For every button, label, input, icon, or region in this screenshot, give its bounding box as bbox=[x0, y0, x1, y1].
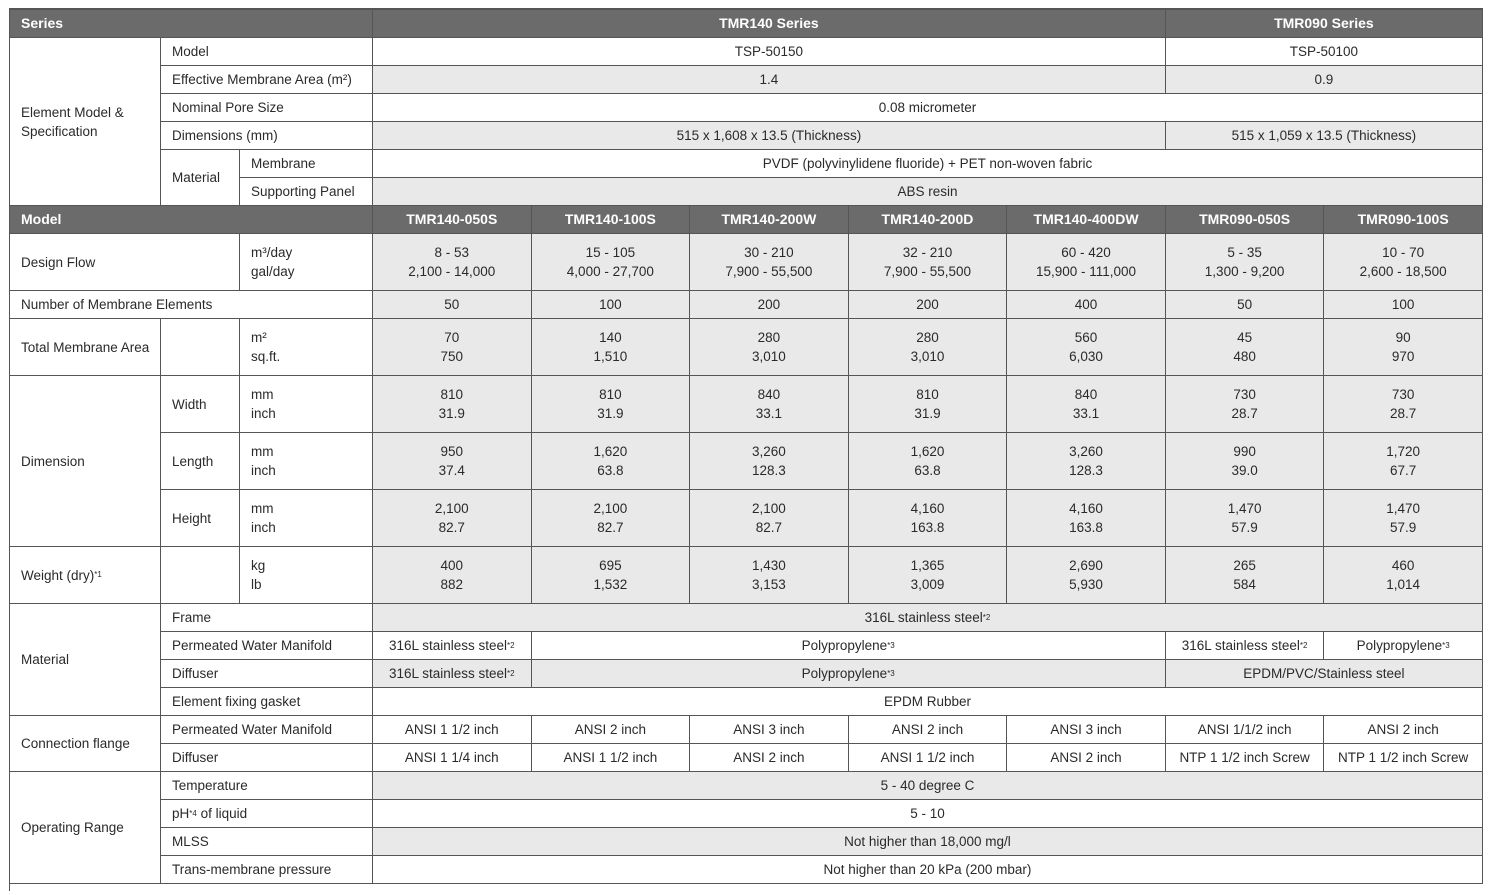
supporting-panel-value: ABS resin bbox=[373, 178, 1483, 206]
weight-blank bbox=[161, 547, 240, 604]
gasket-label: Element fixing gasket bbox=[161, 688, 373, 716]
material-manifold-c7: Polypropylene *3 bbox=[1324, 632, 1483, 660]
model-name-5: TMR090-050S bbox=[1166, 206, 1325, 234]
design-flow-cell-line2: 7,900 - 55,500 bbox=[883, 264, 971, 279]
temperature-label: Temperature bbox=[161, 772, 373, 800]
length-cell-line1: 3,260 bbox=[752, 444, 786, 459]
tmp-label: Trans-membrane pressure bbox=[161, 856, 373, 884]
height-cell-line1: 1,470 bbox=[1227, 501, 1262, 516]
connection-diffuser-cell: ANSI 2 inch bbox=[1007, 744, 1166, 772]
series-header-tmr140: TMR140 Series bbox=[373, 10, 1166, 38]
dimensions-label: Dimensions (mm) bbox=[161, 122, 373, 150]
model-header-label: Model bbox=[10, 206, 373, 234]
connection-diffuser-cell: ANSI 1 1/4 inch bbox=[373, 744, 532, 772]
weight-cell-line2: 3,153 bbox=[752, 577, 786, 592]
unit-inch: inch bbox=[251, 463, 276, 478]
model-name-6: TMR090-100S bbox=[1324, 206, 1483, 234]
length-cell bbox=[690, 433, 849, 490]
series-header-tmr090: TMR090 Series bbox=[1166, 10, 1483, 38]
unit-gal-day: gal/day bbox=[251, 264, 295, 279]
design-flow-cell bbox=[373, 234, 532, 291]
length-label: Length bbox=[161, 433, 240, 490]
height-cell-line2: 57.9 bbox=[1390, 520, 1417, 535]
num-elements-cell: 200 bbox=[849, 291, 1008, 319]
num-elements-cell: 200 bbox=[690, 291, 849, 319]
height-cell-line1: 4,160 bbox=[910, 501, 945, 516]
total-area-cell-line2: 1,510 bbox=[593, 349, 628, 364]
connection-diffuser-label: Diffuser bbox=[161, 744, 373, 772]
total-area-cell bbox=[1324, 319, 1483, 376]
design-flow-cell bbox=[1166, 234, 1325, 291]
supporting-panel-label: Supporting Panel bbox=[240, 178, 373, 206]
material-label: Material bbox=[10, 604, 161, 716]
connection-label: Connection flange bbox=[10, 716, 161, 772]
material-diffuser-mid: Polypropylene *3 bbox=[532, 660, 1166, 688]
width-cell-line2: 31.9 bbox=[597, 406, 624, 421]
total-area-cell-line2: 3,010 bbox=[752, 349, 786, 364]
design-flow-cell-line2: 2,600 - 18,500 bbox=[1359, 264, 1447, 279]
length-cell bbox=[1007, 433, 1166, 490]
gasket-value: EPDM Rubber bbox=[373, 688, 1483, 716]
total-area-cell bbox=[373, 319, 532, 376]
connection-diffuser-cell: ANSI 1 1/2 inch bbox=[532, 744, 691, 772]
total-area-blank bbox=[161, 319, 240, 376]
height-cell bbox=[1324, 490, 1483, 547]
connection-diffuser-cell: ANSI 1 1/2 inch bbox=[849, 744, 1008, 772]
length-units bbox=[240, 433, 373, 490]
element-spec-label: Element Model & Specification bbox=[10, 38, 161, 206]
weight-cell-line1: 460 bbox=[1391, 558, 1415, 573]
design-flow-cell-line1: 30 - 210 bbox=[744, 245, 794, 260]
connection-manifold-cell: ANSI 3 inch bbox=[1007, 716, 1166, 744]
total-area-cell-line2: 6,030 bbox=[1069, 349, 1103, 364]
total-area-cell bbox=[690, 319, 849, 376]
height-cell-line2: 82.7 bbox=[597, 520, 624, 535]
height-cell-line1: 4,160 bbox=[1069, 501, 1103, 516]
unit-kg: kg bbox=[251, 558, 266, 573]
material-diffuser-mid-text: Polypropylene bbox=[801, 666, 888, 681]
width-cell-line1: 840 bbox=[757, 387, 781, 402]
material-diffuser-label: Diffuser bbox=[161, 660, 373, 688]
weight-cell-line1: 695 bbox=[599, 558, 622, 573]
ph-label: pH *4 of liquid bbox=[161, 800, 373, 828]
total-area-cell-line1: 140 bbox=[599, 330, 622, 345]
weight-cell-line2: 5,930 bbox=[1069, 577, 1103, 592]
frame-label: Frame bbox=[161, 604, 373, 632]
width-cell bbox=[1007, 376, 1166, 433]
material-manifold-c7-text: Polypropylene bbox=[1356, 638, 1443, 653]
dimension-label: Dimension bbox=[10, 376, 161, 547]
height-cell bbox=[1166, 490, 1325, 547]
connection-manifold-cell: ANSI 1 1/2 inch bbox=[373, 716, 532, 744]
length-cell bbox=[373, 433, 532, 490]
design-flow-cell-line1: 15 - 105 bbox=[585, 245, 636, 260]
ph-label-pre: pH bbox=[172, 806, 190, 821]
weight-cell bbox=[849, 547, 1008, 604]
material-diffuser-tmr090: EPDM/PVC/Stainless steel bbox=[1166, 660, 1483, 688]
effective-area-tmr140: 1.4 bbox=[373, 66, 1166, 94]
design-flow-units bbox=[240, 234, 373, 291]
model-name-3: TMR140-200D bbox=[849, 206, 1008, 234]
element-model-label: Model bbox=[161, 38, 373, 66]
connection-manifold-cell: ANSI 2 inch bbox=[1324, 716, 1483, 744]
design-flow-cell-line2: 1,300 - 9,200 bbox=[1204, 264, 1285, 279]
height-cell bbox=[1007, 490, 1166, 547]
height-cell-line1: 2,100 bbox=[434, 501, 469, 516]
operating-label: Operating Range bbox=[10, 772, 161, 884]
height-cell-line2: 57.9 bbox=[1231, 520, 1258, 535]
dimensions-tmr140: 515 x 1,608 x 13.5 (Thickness) bbox=[373, 122, 1166, 150]
design-flow-label: Design Flow bbox=[10, 234, 240, 291]
unit-inch: inch bbox=[251, 406, 276, 421]
total-area-cell-line1: 560 bbox=[1074, 330, 1098, 345]
pore-size-label: Nominal Pore Size bbox=[161, 94, 373, 122]
dimensions-tmr090: 515 x 1,059 x 13.5 (Thickness) bbox=[1166, 122, 1483, 150]
model-name-2: TMR140-200W bbox=[690, 206, 849, 234]
model-name-4: TMR140-400DW bbox=[1007, 206, 1166, 234]
length-cell bbox=[1166, 433, 1325, 490]
unit-lb: lb bbox=[251, 577, 262, 592]
spec-material-label: Material bbox=[161, 150, 240, 206]
tmp-value: Not higher than 20 kPa (200 mbar) bbox=[373, 856, 1483, 884]
unit-m2: m² bbox=[251, 330, 267, 345]
width-cell-line1: 730 bbox=[1391, 387, 1415, 402]
element-model-tmr090: TSP-50100 bbox=[1166, 38, 1483, 66]
height-units bbox=[240, 490, 373, 547]
height-cell-line2: 82.7 bbox=[438, 520, 465, 535]
length-cell-line1: 1,620 bbox=[910, 444, 945, 459]
weight-cell bbox=[1166, 547, 1325, 604]
connection-manifold-cell: ANSI 2 inch bbox=[849, 716, 1008, 744]
membrane-label: Membrane bbox=[240, 150, 373, 178]
total-area-cell bbox=[1166, 319, 1325, 376]
weight-cell bbox=[532, 547, 691, 604]
element-model-tmr140: TSP-50150 bbox=[373, 38, 1166, 66]
weight-cell-line1: 2,690 bbox=[1069, 558, 1103, 573]
unit-mm: mm bbox=[251, 387, 274, 402]
height-cell-line1: 1,470 bbox=[1386, 501, 1421, 516]
weight-units bbox=[240, 547, 373, 604]
total-area-cell-line1: 90 bbox=[1395, 330, 1411, 345]
pore-size-value: 0.08 micrometer bbox=[373, 94, 1483, 122]
design-flow-cell bbox=[849, 234, 1008, 291]
height-cell bbox=[532, 490, 691, 547]
length-cell bbox=[532, 433, 691, 490]
membrane-value: PVDF (polyvinylidene fluoride) + PET non-woven fabric bbox=[373, 150, 1483, 178]
model-name-0: TMR140-050S bbox=[373, 206, 532, 234]
connection-manifold-cell: ANSI 1/1/2 inch bbox=[1166, 716, 1325, 744]
design-flow-cell-line1: 5 - 35 bbox=[1227, 245, 1262, 260]
design-flow-cell-line1: 10 - 70 bbox=[1382, 245, 1425, 260]
weight-cell bbox=[373, 547, 532, 604]
length-cell-line2: 128.3 bbox=[1069, 463, 1103, 478]
connection-manifold-cell: ANSI 3 inch bbox=[690, 716, 849, 744]
width-cell-line2: 31.9 bbox=[914, 406, 941, 421]
weight-cell bbox=[690, 547, 849, 604]
weight-cell-line2: 1,532 bbox=[593, 577, 628, 592]
ph-label-post: of liquid bbox=[196, 806, 248, 821]
width-units bbox=[240, 376, 373, 433]
design-flow-cell bbox=[1324, 234, 1483, 291]
unit-mm: mm bbox=[251, 444, 274, 459]
weight-cell-line1: 1,365 bbox=[910, 558, 945, 573]
weight-cell-line2: 584 bbox=[1233, 577, 1256, 592]
width-label: Width bbox=[161, 376, 240, 433]
width-cell-line1: 810 bbox=[440, 387, 464, 402]
total-area-cell-line2: 3,010 bbox=[910, 349, 945, 364]
width-cell bbox=[690, 376, 849, 433]
spec-table bbox=[9, 8, 1483, 891]
weight-cell-line1: 1,430 bbox=[752, 558, 786, 573]
length-cell-line2: 67.7 bbox=[1390, 463, 1417, 478]
length-cell-line2: 37.4 bbox=[438, 463, 465, 478]
weight-cell-line1: 400 bbox=[440, 558, 464, 573]
total-area-cell-line1: 70 bbox=[444, 330, 460, 345]
height-label: Height bbox=[161, 490, 240, 547]
weight-cell-line2: 3,009 bbox=[910, 577, 945, 592]
width-cell-line2: 31.9 bbox=[438, 406, 465, 421]
width-cell-line2: 33.1 bbox=[755, 406, 783, 421]
design-flow-cell bbox=[532, 234, 691, 291]
material-manifold-mid-text: Polypropylene bbox=[801, 638, 888, 653]
unit-sqft: sq.ft. bbox=[251, 349, 281, 364]
num-elements-cell: 100 bbox=[532, 291, 691, 319]
width-cell-line1: 810 bbox=[599, 387, 622, 402]
effective-area-tmr090: 0.9 bbox=[1166, 66, 1483, 94]
frame-value: 316L stainless steel *2 bbox=[373, 604, 1483, 632]
connection-manifold-cell: ANSI 2 inch bbox=[532, 716, 691, 744]
unit-inch: inch bbox=[251, 520, 276, 535]
connection-diffuser-cell: NTP 1 1/2 inch Screw bbox=[1324, 744, 1483, 772]
material-manifold-c6-text: 316L stainless steel bbox=[1181, 638, 1300, 653]
width-cell-line2: 28.7 bbox=[1231, 406, 1258, 421]
length-cell-line1: 1,720 bbox=[1386, 444, 1421, 459]
design-flow-cell bbox=[690, 234, 849, 291]
total-area-cell bbox=[532, 319, 691, 376]
design-flow-cell bbox=[1007, 234, 1166, 291]
length-cell-line1: 950 bbox=[440, 444, 464, 459]
total-area-cell-line1: 280 bbox=[916, 330, 939, 345]
num-elements-label: Number of Membrane Elements bbox=[10, 291, 373, 319]
mlss-value: Not higher than 18,000 mg/l bbox=[373, 828, 1483, 856]
unit-mm: mm bbox=[251, 501, 274, 516]
length-cell bbox=[849, 433, 1008, 490]
design-flow-cell-line2: 15,900 - 111,000 bbox=[1035, 264, 1137, 279]
height-cell-line2: 163.8 bbox=[1069, 520, 1103, 535]
length-cell-line2: 63.8 bbox=[914, 463, 941, 478]
material-manifold-c1: 316L stainless steel *2 bbox=[373, 632, 532, 660]
material-diffuser-c1-text: 316L stainless steel bbox=[388, 666, 508, 681]
total-area-label: Total Membrane Area bbox=[10, 319, 161, 376]
weight-cell-line2: 1,014 bbox=[1386, 577, 1421, 592]
total-area-cell-line2: 480 bbox=[1233, 349, 1256, 364]
length-cell-line1: 3,260 bbox=[1069, 444, 1103, 459]
num-elements-cell: 100 bbox=[1324, 291, 1483, 319]
mlss-label: MLSS bbox=[161, 828, 373, 856]
length-cell bbox=[1324, 433, 1483, 490]
material-manifold-label: Permeated Water Manifold bbox=[161, 632, 373, 660]
design-flow-cell-line2: 2,100 - 14,000 bbox=[408, 264, 496, 279]
height-cell bbox=[373, 490, 532, 547]
width-cell-line2: 28.7 bbox=[1390, 406, 1417, 421]
material-diffuser-c1: 316L stainless steel *2 bbox=[373, 660, 532, 688]
height-cell bbox=[690, 490, 849, 547]
height-cell bbox=[849, 490, 1008, 547]
design-flow-cell-line2: 4,000 - 27,700 bbox=[566, 264, 654, 279]
width-cell bbox=[849, 376, 1008, 433]
series-header-label: Series bbox=[10, 10, 373, 38]
height-cell-line2: 163.8 bbox=[910, 520, 945, 535]
weight-label-text: Weight (dry) bbox=[21, 567, 95, 583]
weight-cell bbox=[1324, 547, 1483, 604]
connection-diffuser-cell: ANSI 2 inch bbox=[690, 744, 849, 772]
connection-manifold-label: Permeated Water Manifold bbox=[161, 716, 373, 744]
length-cell-line1: 1,620 bbox=[593, 444, 628, 459]
num-elements-cell: 50 bbox=[373, 291, 532, 319]
design-flow-cell-line1: 60 - 420 bbox=[1061, 245, 1111, 260]
total-area-cell-line2: 750 bbox=[440, 349, 464, 364]
connection-diffuser-cell: NTP 1 1/2 inch Screw bbox=[1166, 744, 1325, 772]
width-cell bbox=[1166, 376, 1325, 433]
effective-area-label: Effective Membrane Area (m²) bbox=[161, 66, 373, 94]
design-flow-cell-line2: 7,900 - 55,500 bbox=[725, 264, 813, 279]
length-cell-line2: 128.3 bbox=[752, 463, 786, 478]
total-area-cell bbox=[1007, 319, 1166, 376]
weight-cell bbox=[1007, 547, 1166, 604]
unit-m3-day: m³/day bbox=[251, 245, 293, 260]
total-area-units bbox=[240, 319, 373, 376]
weight-label: Weight (dry) *1 bbox=[10, 547, 161, 604]
material-manifold-c6: 316L stainless steel *2 bbox=[1166, 632, 1325, 660]
material-manifold-c1-text: 316L stainless steel bbox=[388, 638, 508, 653]
height-cell-line1: 2,100 bbox=[593, 501, 628, 516]
weight-cell-line1: 265 bbox=[1233, 558, 1256, 573]
length-cell-line1: 990 bbox=[1233, 444, 1256, 459]
model-name-1: TMR140-100S bbox=[532, 206, 691, 234]
width-cell-line1: 730 bbox=[1233, 387, 1256, 402]
design-flow-cell-line1: 8 - 53 bbox=[434, 245, 470, 260]
frame-value-text: 316L stainless steel bbox=[864, 610, 983, 625]
num-elements-cell: 50 bbox=[1166, 291, 1325, 319]
total-area-cell-line2: 970 bbox=[1391, 349, 1415, 364]
num-elements-cell: 400 bbox=[1007, 291, 1166, 319]
height-cell-line1: 2,100 bbox=[752, 501, 786, 516]
total-area-cell bbox=[849, 319, 1008, 376]
ph-value: 5 - 10 bbox=[373, 800, 1483, 828]
width-cell-line2: 33.1 bbox=[1072, 406, 1100, 421]
length-cell-line2: 39.0 bbox=[1231, 463, 1258, 478]
width-cell bbox=[1324, 376, 1483, 433]
width-cell bbox=[532, 376, 691, 433]
design-flow-cell-line1: 32 - 210 bbox=[902, 245, 953, 260]
length-cell-line2: 63.8 bbox=[597, 463, 624, 478]
width-cell-line1: 810 bbox=[916, 387, 939, 402]
total-area-cell-line1: 280 bbox=[757, 330, 781, 345]
height-cell-line2: 82.7 bbox=[755, 520, 783, 535]
temperature-value: 5 - 40 degree C bbox=[373, 772, 1483, 800]
width-cell bbox=[373, 376, 532, 433]
material-manifold-mid: Polypropylene *3 bbox=[532, 632, 1166, 660]
total-area-cell-line1: 45 bbox=[1237, 330, 1253, 345]
width-cell-line1: 840 bbox=[1074, 387, 1098, 402]
weight-cell-line2: 882 bbox=[440, 577, 464, 592]
